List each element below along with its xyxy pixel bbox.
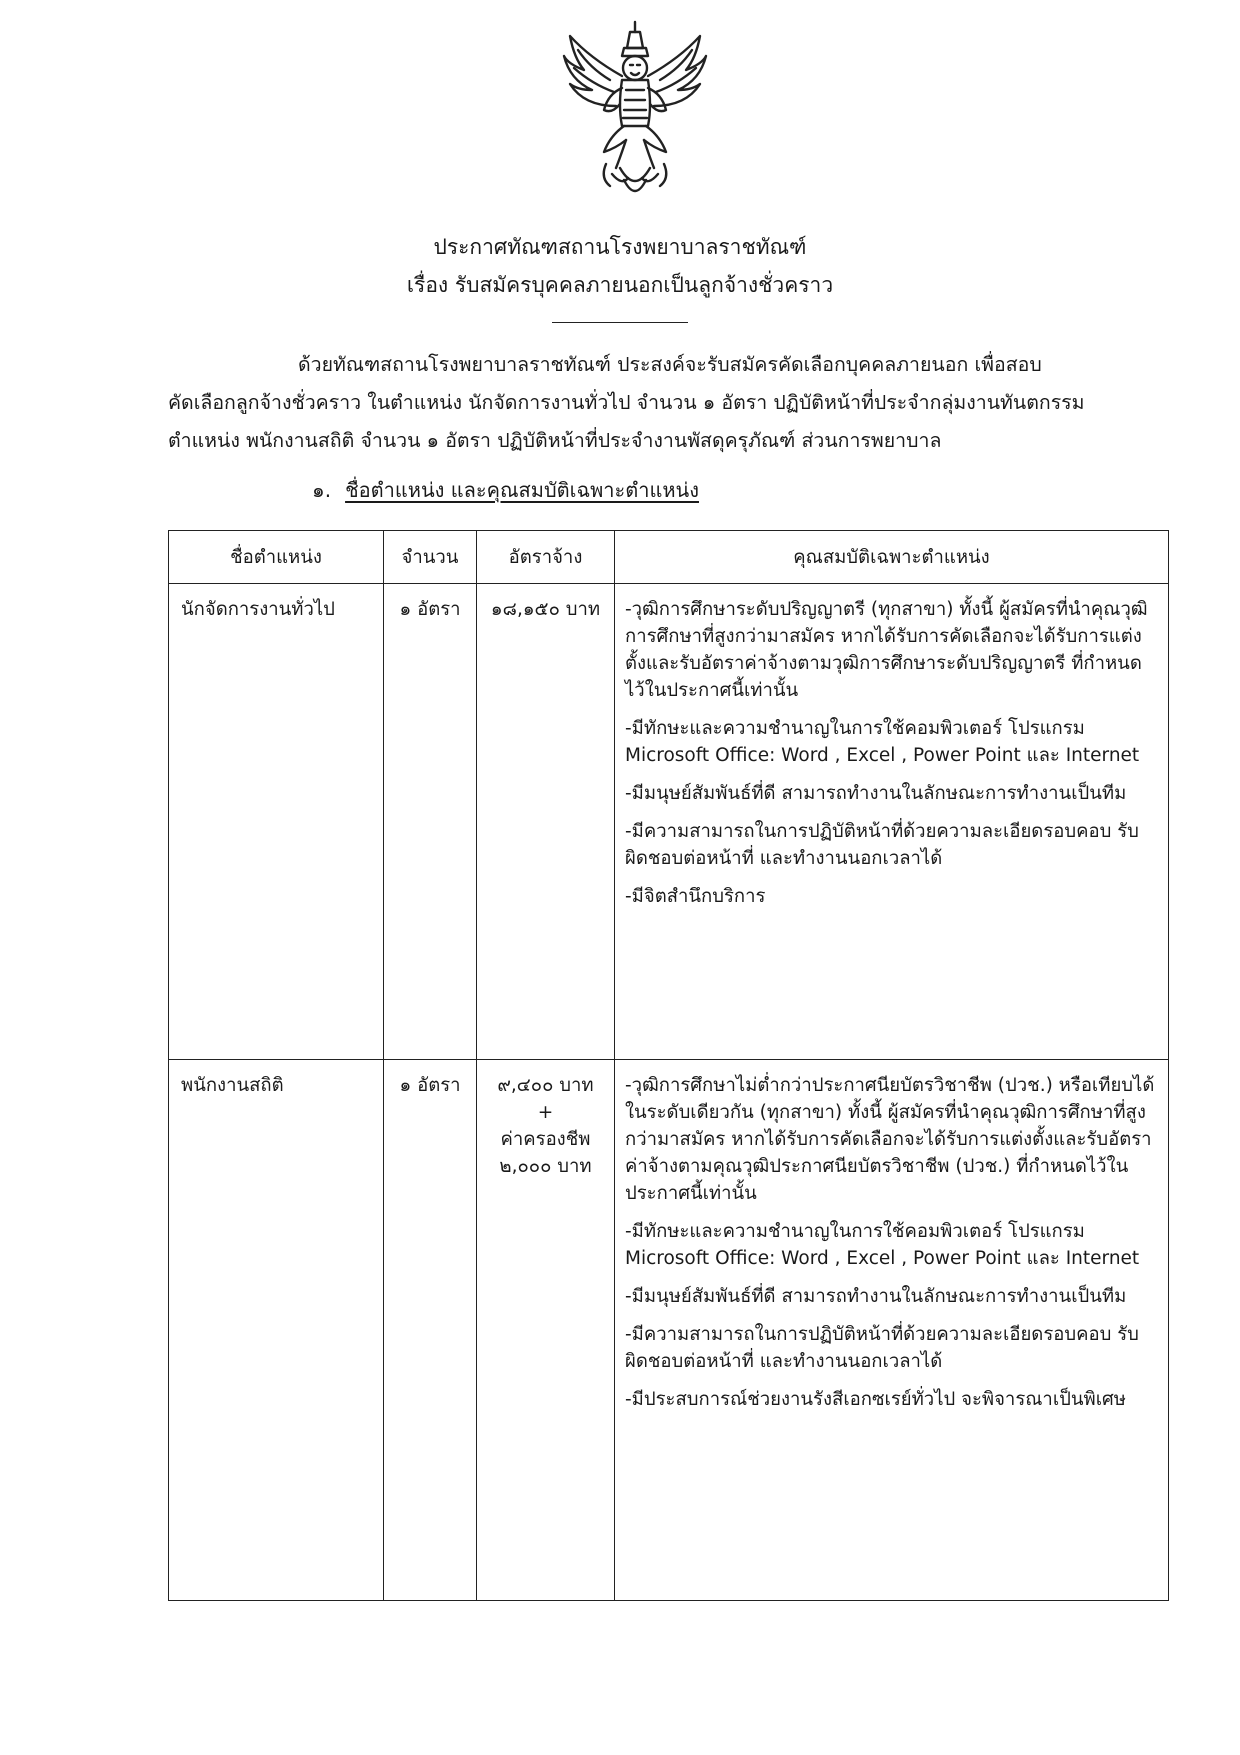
qualification-item: -มีมนุษย์สัมพันธ์ที่ดี สามารถทำงานในลักษณะการทำงานเป็นทีม [625, 783, 1127, 804]
rate-line: ๑๘,๑๕๐ บาท [490, 599, 601, 620]
heading-divider [552, 322, 688, 323]
qualification-item: -วุฒิการศึกษาไม่ต่ำกว่าประกาศนียบัตรวิชาชีพ (ปวช.) หรือเทียบได้ในระดับเดียวกัน (ทุกสาขา) ทั้งนี้ ผู้สมัครที่นำคุณวุฒิการศึกษาที่สูงกว่ามาสมัคร หากได้รับการคัดเลือกจะได้รับการแต่งตั้งและรับอัตราค่าจ้างตามคุณวุฒิประกาศนียบัตรวิชาชีพ (ปวช.) ที่กำหนดไว้ในประกาศนี้เท่านั้น [625, 1075, 1155, 1204]
announcement-subject: เรื่อง รับสมัครบุคคลภายนอกเป็นลูกจ้างชั่วคราว [406, 273, 834, 297]
rate-line: ๒,๐๐๐ บาท [499, 1156, 592, 1177]
qualification-item: -วุฒิการศึกษาระดับปริญญาตรี (ทุกสาขา) ทั้งนี้ ผู้สมัครที่นำคุณวุฒิการศึกษาที่สูงกว่ามาสมัคร หากได้รับการคัดเลือกจะได้รับการแต่งตั้งและรับอัตราค่าจ้างตามวุฒิการศึกษาระดับปริญญาตรี ที่กำหนดไว้ในประกาศนี้เท่านั้น [625, 599, 1148, 701]
qualification-item: -มีทักษะและความชำนาญในการใช้คอมพิวเตอร์ โปรแกรม Microsoft Office: Word , Excel , Power Point และ Internet [625, 1221, 1140, 1269]
qualification-item: -มีทักษะและความชำนาญในการใช้คอมพิวเตอร์ โปรแกรม Microsoft Office: Word , Excel , Power Point และ Internet [625, 718, 1140, 766]
qualifications-cell [615, 1060, 1169, 1601]
qualification-item: -มีจิตสำนึกบริการ [625, 886, 766, 907]
header-position-name: ชื่อตำแหน่ง [169, 531, 384, 584]
rate-line: ค่าครองชีพ [500, 1129, 591, 1150]
table-row [169, 584, 1169, 1060]
header-count: จำนวน [384, 531, 477, 584]
table-row [169, 1060, 1169, 1601]
position-count: ๑ อัตรา [384, 584, 477, 1060]
table-header-row [169, 531, 1169, 584]
rate-plus: + [537, 1102, 554, 1123]
qualification-item: -มีความสามารถในการปฏิบัติหน้าที่ด้วยความละเอียดรอบคอบ รับผิดชอบต่อหน้าที่ และทำงานนอกเวลาได้ [625, 821, 1139, 869]
intro-line-3: ตำแหน่ง พนักงานสถิติ จำนวน ๑ อัตรา ปฏิบัติหน้าที่ประจำงานพัสดุครุภัณฑ์ ส่วนการพยาบาล [168, 429, 942, 452]
header-rate: อัตราจ้าง [477, 531, 615, 584]
header-qualifications: คุณสมบัติเฉพาะตำแหน่ง [615, 531, 1169, 584]
position-count: ๑ อัตรา [384, 1060, 477, 1601]
position-name: นักจัดการงานทั่วไป [169, 584, 384, 1060]
intro-line-1: ด้วยทัณฑสถานโรงพยาบาลราชทัณฑ์ ประสงค์จะรับสมัครคัดเลือกบุคคลภายนอก เพื่อสอบ [298, 353, 1042, 376]
section-number: ๑. [312, 478, 332, 502]
qualification-item: -มีมนุษย์สัมพันธ์ที่ดี สามารถทำงานในลักษณะการทำงานเป็นทีม [625, 1286, 1127, 1307]
position-name: พนักงานสถิติ [169, 1060, 384, 1601]
garuda-emblem-icon [560, 18, 710, 203]
qualification-item: -มีประสบการณ์ช่วยงานรังสีเอกซเรย์ทั่วไป จะพิจารณาเป็นพิเศษ [625, 1389, 1126, 1410]
section-heading [312, 475, 699, 505]
qualifications-cell [615, 584, 1169, 1060]
positions-table [168, 530, 1169, 1601]
announcement-title: ประกาศทัณฑสถานโรงพยาบาลราชทัณฑ์ [433, 235, 807, 259]
intro-line-2: คัดเลือกลูกจ้างชั่วคราว ในตำแหน่ง นักจัดการงานทั่วไป จำนวน ๑ อัตรา ปฏิบัติหน้าที่ประจำกลุ่มงานทันตกรรม [168, 391, 1085, 414]
position-rate [477, 1060, 615, 1601]
qualification-item: -มีความสามารถในการปฏิบัติหน้าที่ด้วยความละเอียดรอบคอบ รับผิดชอบต่อหน้าที่ และทำงานนอกเวลาได้ [625, 1324, 1139, 1372]
position-rate [477, 584, 615, 1060]
section-title: ชื่อตำแหน่ง และคุณสมบัติเฉพาะตำแหน่ง [345, 478, 699, 502]
rate-line: ๙,๔๐๐ บาท [497, 1075, 594, 1096]
